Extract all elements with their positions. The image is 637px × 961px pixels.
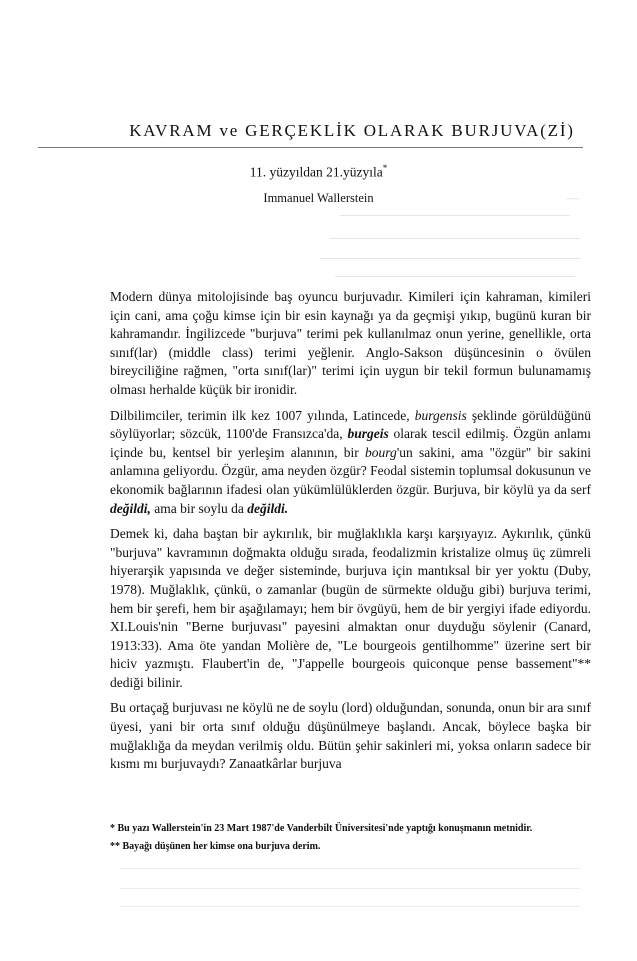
running-header-title: KAVRAM ve GERÇEKLİK OLARAK BURJUVA(Zİ) <box>129 121 575 140</box>
paragraph-3: Demek ki, daha baştan bir aykırılık, bir muğlaklıkla karşı karşıyayız. Aykırılık, çünkü "burjuva" kavramının doğmakta olduğu sırada, feodalizmin kristalize olmuş üç zümreli hiyerarşik yapısında ve değer sisteminde, burjuva için mantıksal bir yer yoktu (Duby, 1978). Muğlaklık, çünkü, o zamanlar (bugün de sürmekte olduğu gibi) burjuva terimi, hem bir şerefi, hem bir aşağılamayı; hem bir övgüyü, hem de bir yergiyi ifade ediyordu. XI.Louis'nin "Berne burjuvası" payesini almaktan onur duyduğu söylenir (Canard, 1913:33). Ama öte yandan Molière de, "Le bourgeois gentilhomme" üzerine sert bir hiciv yazmıştı. Flaubert'in de, "J'appelle bourgeois quiconque pense bassement"** dediği bilinir. <box>110 526 591 690</box>
paragraph-4: Bu ortaçağ burjuvası ne köylü ne de soylu (lord) olduğundan, sonunda, onun bir ara sınıf üyesi, yani bir orta sınıf olduğu düşünülmeye başlandı. Ancak, böylece başka bir muğlaklığa da meydan verilmiş oldu. Bütün şehir sakinleri mi, yoksa onların sadece bir kısmı mı burjuvaydı? Zanaatkârlar burjuva <box>110 700 591 772</box>
footnote-1: * Bu yazı Wallerstein'in 23 Mart 1987'de Vanderbilt Üniversitesi'nde yaptığı konuşmanın metnidir. <box>110 823 533 834</box>
bleed-through-background: — <box>0 0 637 961</box>
term-bourg: bourg <box>365 444 397 460</box>
emphasis-degildi-1: değildi, <box>110 500 151 516</box>
term-burgeis: burgeis <box>347 426 389 442</box>
emphasis-degildi-2: değildi. <box>247 500 289 516</box>
subtitle-text: 11. yüzyıldan 21.yüzyıla <box>249 164 383 180</box>
article-body <box>110 288 591 781</box>
footnote-marker: * <box>382 163 388 173</box>
paragraph-2: Dilbilimciler, terimin ilk kez 1007 yılında, Latincede, burgensis şeklinde görüldüğünü söylüyorlar; sözcük, 1100'de Fransızca'da, burgeis olarak tescil edilmiş. Özgün anlamı içinde bu, kentsel bir yerleşim alanının, bir bourg'un sakini, ama "özgür" bir sakini anlamına geliyordu. Özgür, ama neyden özgür? Feodal sistemin toplumsal dokusunun ve ekonomik bağlarının ifadesi olan yükümlülüklerden özgür. Burjuva, bir köylü ya da serf değildi, ama bir soylu da değildi. <box>110 407 591 516</box>
footnotes <box>110 822 591 858</box>
header-rule <box>38 147 583 148</box>
author-name: Immanuel Wallerstein <box>263 191 374 205</box>
term-burgensis: burgensis <box>414 407 467 423</box>
paragraph-1: Modern dünya mitolojisinde baş oyuncu burjuvadır. Kimileri için kahraman, kimileri için cani, ama çoğu kimse için bir esin kaynağı ya da geçmişi yıkıp, bugünü kuran bir kahramandır. İngilizcede "burjuva" terimi pek kullanılmaz onun yerine, genellikle, orta sınıf(lar) (middle class) terimi yeğlenir. Anglo-Sakson düşüncesinin o övülen bireyciliğine rağmen, "orta sınıf(lar)" terimi için uygun bir tekil formun bulunamamış olması herhalde küçük bir ironidir. <box>110 289 591 397</box>
footnote-2: ** Bayağı düşünen her kimse ona burjuva derim. <box>110 841 321 852</box>
article-subtitle <box>0 163 637 181</box>
